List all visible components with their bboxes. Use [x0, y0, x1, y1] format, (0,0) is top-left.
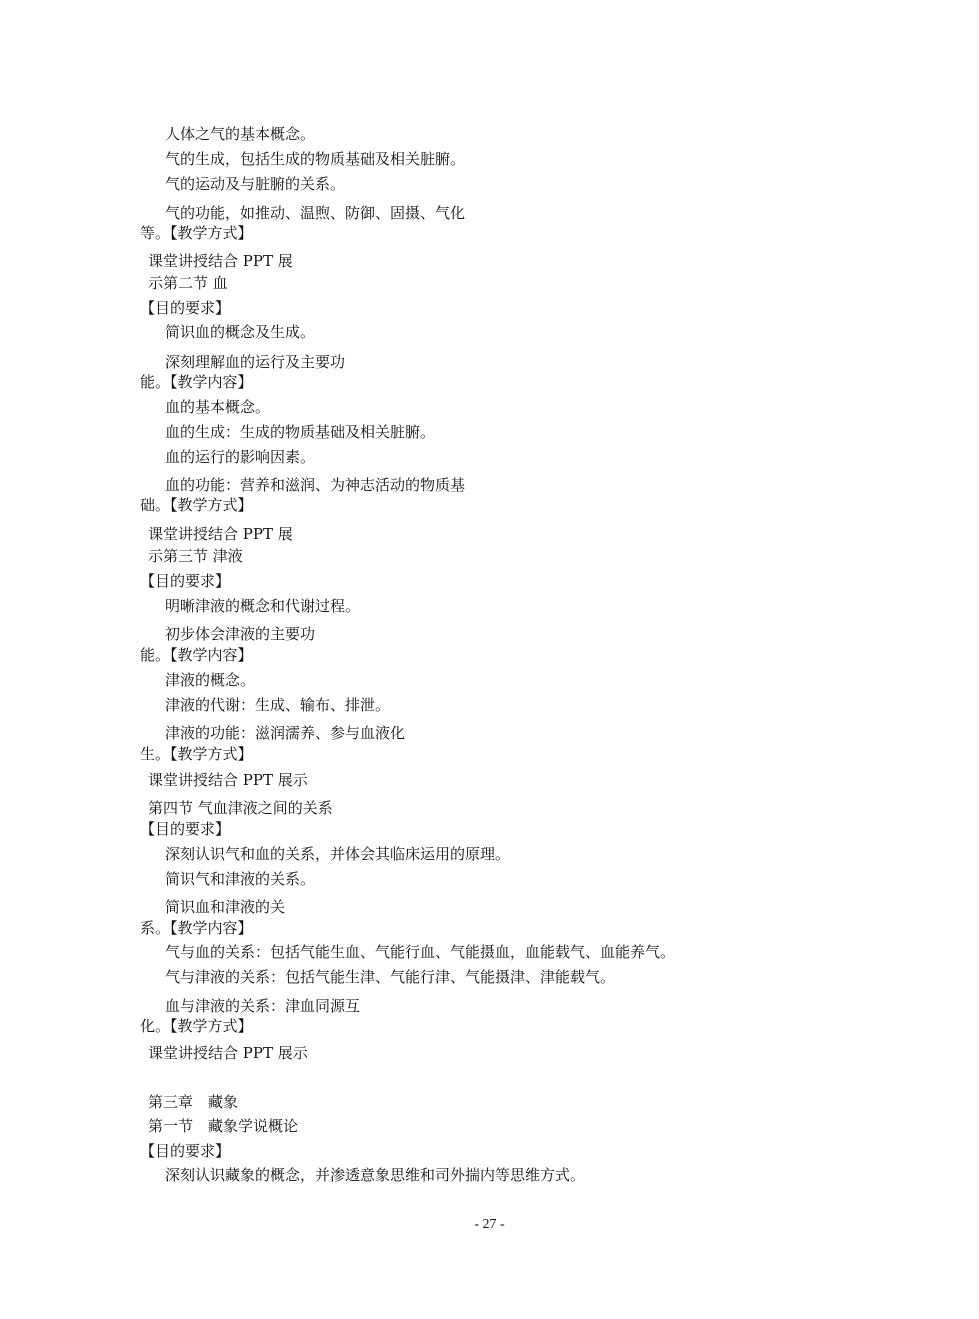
text-line: 深刻认识藏象的概念，并渗透意象思维和司外揣内等思维方式。	[165, 1166, 586, 1184]
text-line: 础。【教学方式】	[140, 496, 253, 514]
text-line: 深刻认识气和血的关系，并体会其临床运用的原理。	[165, 845, 511, 863]
subheading: 【目的要求】	[140, 820, 231, 838]
text-line: 深刻理解血的运行及主要功	[165, 353, 346, 371]
text-line: 简识血的概念及生成。	[165, 323, 316, 341]
page-number: - 27 -	[474, 1217, 505, 1232]
text-line: 血的功能：营养和滋润、为神志活动的物质基	[165, 476, 466, 494]
text-line: 课堂讲授结合 PPT 展	[148, 252, 293, 270]
text-line: 气的功能，如推动、温煦、防御、固摄、气化	[165, 204, 466, 222]
text-line: 津液的功能：滋润濡养、参与血液化	[165, 724, 406, 742]
section-heading: 示第二节 血	[148, 274, 228, 292]
text-line: 能。【教学内容】	[140, 646, 253, 664]
text-line: 津液的概念。	[165, 671, 256, 689]
text-line: 血的运行的影响因素。	[165, 448, 316, 466]
section-heading: 第一节 藏象学说概论	[148, 1117, 299, 1135]
text-line: 课堂讲授结合 PPT 展示	[148, 771, 308, 789]
text-line: 系。【教学内容】	[140, 919, 253, 937]
text-line: 血的基本概念。	[165, 398, 271, 416]
text-line: 化。【教学方式】	[140, 1017, 253, 1035]
text-line: 等。【教学方式】	[140, 224, 253, 242]
text-line: 津液的代谢：生成、输布、排泄。	[165, 696, 391, 714]
chapter-heading: 第三章 藏象	[148, 1093, 239, 1111]
subheading: 【目的要求】	[140, 1142, 231, 1160]
text-line: 气的生成，包括生成的物质基础及相关脏腑。	[165, 150, 466, 168]
text-line: 血的生成：生成的物质基础及相关脏腑。	[165, 423, 436, 441]
subheading: 【目的要求】	[140, 299, 231, 317]
text-line: 血与津液的关系：津血同源互	[165, 997, 361, 1015]
text-line: 课堂讲授结合 PPT 展	[148, 525, 293, 543]
text-line: 简识血和津液的关	[165, 898, 286, 916]
text-line: 生。【教学方式】	[140, 745, 253, 763]
section-heading: 第四节 气血津液之间的关系	[148, 799, 333, 817]
subheading: 【目的要求】	[140, 572, 231, 590]
text-line: 课堂讲授结合 PPT 展示	[148, 1044, 308, 1062]
text-line: 气与津液的关系：包括气能生津、气能行津、气能摄津、津能载气。	[165, 968, 616, 986]
text-line: 气的运动及与脏腑的关系。	[165, 175, 346, 193]
text-line: 简识气和津液的关系。	[165, 870, 316, 888]
text-line: 人体之气的基本概念。	[165, 125, 316, 143]
text-line: 能。【教学内容】	[140, 373, 253, 391]
section-heading: 示第三节 津液	[148, 547, 243, 565]
text-line: 明晰津液的概念和代谢过程。	[165, 597, 361, 615]
text-line: 初步体会津液的主要功	[165, 625, 316, 643]
text-line: 气与血的关系：包括气能生血、气能行血、气能摄血，血能载气、血能养气。	[165, 943, 676, 961]
